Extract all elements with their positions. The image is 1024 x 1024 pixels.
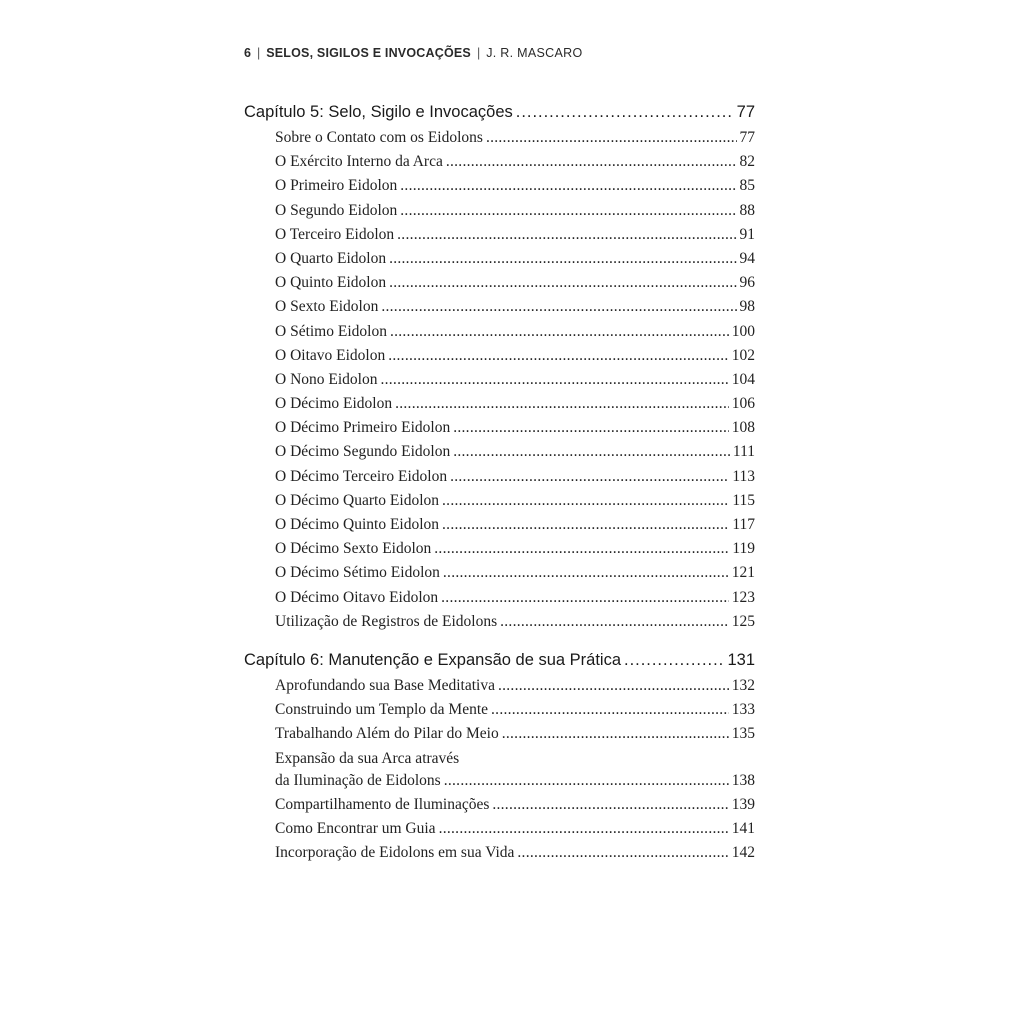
- dot-leader: [390, 323, 729, 341]
- header-separator: |: [476, 46, 481, 60]
- entry-page-number: 100: [731, 322, 755, 340]
- dot-leader: [381, 298, 736, 316]
- dot-leader: [624, 651, 724, 670]
- entry-page-number: 141: [731, 819, 755, 837]
- dot-leader: [491, 701, 729, 719]
- dot-leader: [453, 443, 730, 461]
- dot-leader: [498, 677, 729, 695]
- entry-page-number: 117: [732, 516, 755, 533]
- dot-leader: [502, 725, 729, 743]
- dot-leader: [397, 226, 736, 244]
- entry-page-number: 102: [731, 346, 755, 364]
- entry-page-number: 98: [739, 298, 755, 316]
- toc-entry[interactable]: [244, 750, 755, 796]
- entry-title: O Décimo Segundo Eidolon: [275, 443, 451, 461]
- entry-title: Aprofundando sua Base Meditativa: [275, 676, 495, 694]
- table-of-contents: [244, 103, 755, 868]
- toc-entry[interactable]: [244, 492, 755, 516]
- entry-page-number: 139: [731, 795, 755, 813]
- dot-leader: [486, 129, 737, 147]
- entry-title: O Quarto Eidolon: [275, 249, 387, 267]
- toc-entry[interactable]: [244, 347, 755, 371]
- toc-entry[interactable]: [244, 177, 755, 201]
- entry-page-number: 88: [739, 201, 755, 219]
- entry-title: O Décimo Terceiro Eidolon: [275, 467, 448, 485]
- toc-entry[interactable]: [244, 725, 755, 749]
- author-name: J. R. MASCARO: [486, 46, 583, 60]
- toc-entry[interactable]: [244, 371, 755, 395]
- entry-page-number: 132: [731, 676, 755, 694]
- dot-leader: [443, 564, 729, 582]
- dot-leader: [446, 153, 737, 171]
- dot-leader: [388, 347, 729, 365]
- dot-leader: [380, 371, 728, 389]
- entry-title: O Oitavo Eidolon: [275, 346, 386, 364]
- toc-entry[interactable]: [244, 540, 755, 564]
- dot-leader: [400, 177, 736, 195]
- entry-page-number: 77: [739, 129, 755, 146]
- dot-leader: [395, 395, 729, 413]
- entry-title: O Quinto Eidolon: [275, 274, 387, 292]
- entry-page-number: 121: [731, 564, 755, 582]
- entry-page-number: 94: [739, 249, 755, 267]
- dot-leader: [442, 516, 729, 534]
- entry-page-number: 113: [732, 467, 755, 485]
- entry-page-number: 82: [739, 153, 755, 171]
- chapter-page-number: 77: [736, 103, 755, 121]
- dot-leader: [516, 103, 734, 122]
- dot-leader: [400, 202, 736, 220]
- header-separator: |: [256, 46, 261, 60]
- entry-title: O Nono Eidolon: [275, 370, 378, 388]
- entry-title: O Décimo Eidolon: [275, 395, 393, 413]
- toc-entry[interactable]: [244, 516, 755, 540]
- entry-page-number: 106: [731, 395, 755, 413]
- toc-entry[interactable]: [244, 796, 755, 820]
- entry-title: O Décimo Oitavo Eidolon: [275, 588, 439, 606]
- entry-page-number: 91: [739, 225, 755, 243]
- toc-entry[interactable]: [244, 613, 755, 637]
- entry-title: Trabalhando Além do Pilar do Meio: [275, 725, 499, 743]
- entry-title: Sobre o Contato com os Eidolons: [275, 129, 483, 146]
- entry-page-number: 135: [731, 725, 755, 743]
- toc-entry[interactable]: [244, 701, 755, 725]
- toc-entry[interactable]: [244, 468, 755, 492]
- chapter-page-number: 131: [727, 650, 755, 669]
- entry-page-number: 111: [732, 443, 755, 461]
- dot-leader: [389, 274, 736, 292]
- entry-title-continued: da Iluminação de Eidolons: [275, 771, 441, 789]
- page-number: 6: [244, 46, 251, 60]
- dot-leader: [389, 250, 736, 268]
- entry-title: O Décimo Quinto Eidolon: [275, 516, 440, 533]
- dot-leader: [441, 589, 729, 607]
- entry-title: O Décimo Primeiro Eidolon: [275, 419, 451, 437]
- toc-entry[interactable]: [244, 844, 755, 868]
- chapter-title: Capítulo 5: Selo, Sigilo e Invocações: [244, 103, 513, 121]
- dot-leader: [453, 419, 729, 437]
- entry-page-number: 96: [739, 274, 755, 292]
- entry-page-number: 85: [739, 177, 755, 195]
- toc-entry[interactable]: [244, 250, 755, 274]
- toc-entry[interactable]: [244, 677, 755, 701]
- toc-entry[interactable]: [244, 226, 755, 250]
- toc-entry[interactable]: [244, 274, 755, 298]
- chapter-heading[interactable]: [244, 651, 755, 677]
- dot-leader: [492, 796, 728, 814]
- dot-leader: [434, 540, 729, 558]
- entry-page-number: 108: [731, 419, 755, 437]
- toc-entry[interactable]: [244, 564, 755, 588]
- dot-leader: [517, 844, 728, 862]
- toc-entry[interactable]: [244, 820, 755, 844]
- dot-leader: [450, 468, 729, 486]
- toc-entry[interactable]: [244, 419, 755, 443]
- book-title: SELOS, SIGILOS E INVOCAÇÕES: [266, 46, 471, 60]
- entry-title: O Segundo Eidolon: [275, 201, 398, 219]
- entry-title: O Décimo Sétimo Eidolon: [275, 564, 440, 582]
- entry-page-number: 123: [731, 588, 755, 606]
- entry-title: O Terceiro Eidolon: [275, 225, 395, 243]
- dot-leader: [444, 772, 729, 790]
- toc-entry[interactable]: [244, 129, 755, 153]
- toc-entry[interactable]: [244, 298, 755, 322]
- toc-entry[interactable]: [244, 443, 755, 467]
- chapter-spacer: [244, 637, 755, 651]
- dot-leader: [500, 613, 729, 631]
- entry-title: Utilização de Registros de Eidolons: [275, 612, 498, 630]
- entry-title: Expansão da sua Arca através: [275, 749, 460, 767]
- running-header: [244, 46, 582, 60]
- entry-title: Construindo um Templo da Mente: [275, 701, 489, 719]
- toc-entry[interactable]: [244, 323, 755, 347]
- entry-page-number: 115: [732, 491, 755, 509]
- toc-entry[interactable]: [244, 202, 755, 226]
- entry-title: O Primeiro Eidolon: [275, 177, 398, 195]
- toc-entry[interactable]: [244, 395, 755, 419]
- entry-page-number: 133: [731, 701, 755, 719]
- entry-page-number: 138: [731, 771, 755, 789]
- entry-title: O Sétimo Eidolon: [275, 322, 387, 340]
- entry-title: Incorporação de Eidolons em sua Vida: [275, 843, 515, 861]
- entry-title: Compartilhamento de Iluminações: [275, 795, 490, 813]
- entry-page-number: 119: [732, 540, 755, 558]
- entry-title: O Sexto Eidolon: [275, 298, 379, 316]
- dot-leader: [439, 820, 729, 838]
- dot-leader: [442, 492, 729, 510]
- toc-entry[interactable]: [244, 589, 755, 613]
- entry-title: O Décimo Sexto Eidolon: [275, 540, 432, 558]
- entry-title: O Exército Interno da Arca: [275, 153, 443, 171]
- toc-entry[interactable]: [244, 153, 755, 177]
- chapter-title: Capítulo 6: Manutenção e Expansão de sua Prática: [244, 650, 621, 669]
- entry-title: Como Encontrar um Guia: [275, 819, 436, 837]
- entry-page-number: 104: [731, 370, 755, 388]
- entry-page-number: 125: [731, 612, 755, 630]
- chapter-heading[interactable]: [244, 103, 755, 129]
- entry-title: O Décimo Quarto Eidolon: [275, 491, 440, 509]
- entry-page-number: 142: [731, 843, 755, 861]
